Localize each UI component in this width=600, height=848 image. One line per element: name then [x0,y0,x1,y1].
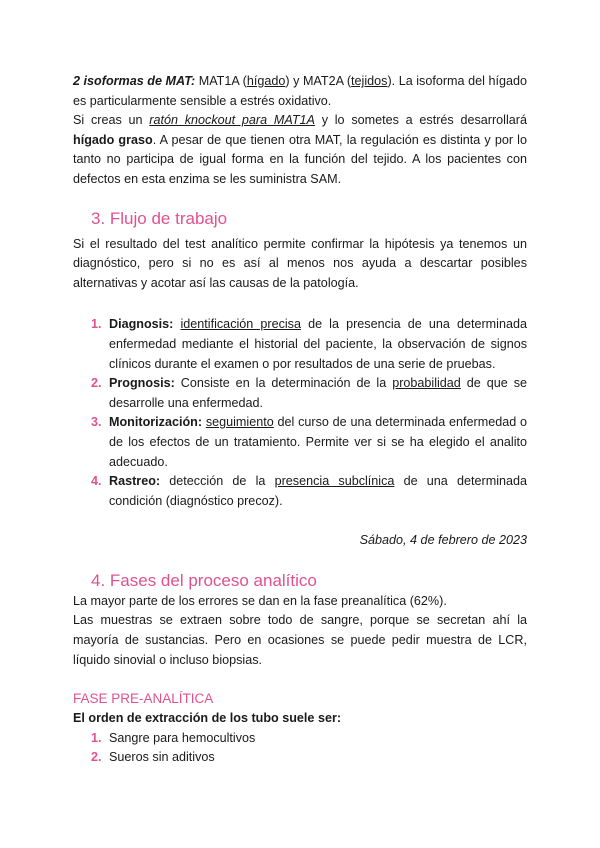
isoforms-paragraph: 2 isoformas de MAT: MAT1A (hígado) y MAT2A (tejidos). La isoforma del hígado es particularmente sensible a estrés oxidativo. [73,74,527,108]
fatty-liver-term: hígado graso [73,132,153,147]
errors-paragraph: La mayor parte de los errores se dan en la fase preanalítica (62%). [73,593,447,608]
samples-paragraph: Las muestras se extraen sobre todo de sangre, porque se secretan ahí la mayoría de sustancias. Pero en ocasiones se puede pedir muestra de LCR, líquido sinovial o incluso biopsias. [73,613,527,667]
workflow-list [73,315,527,511]
date-stamp: Sábado, 4 de febrero de 2023 [359,533,527,548]
list-item-diagnosis: 1. Diagnosis: identificación precisa de la presencia de una determinada enfermedad mediante el historial del paciente, la observación de signos clínicos durante el examen o por resultados de una serie de pruebas. [91,317,527,371]
knockout-paragraph: Si creas un ratón knockout para MAT1A y lo sometes a estrés desarrollará hígado graso. A pesar de que tienen otra MAT, la regulación es distinta y por lo tanto no participa de igual forma en la función del tejido. A los pacientes con defectos en esta enzima se les suministra SAM. [73,113,527,186]
section-4-heading: 4. Fases del proceso analítico [91,570,317,590]
liver-term: hígado [246,74,286,88]
preanalytic-subheading: FASE PRE-ANALÍTICA [73,691,214,707]
order-item-blood-cultures: 1. Sangre para hemocultivos [91,730,256,745]
tissues-term: tejidos [351,74,388,88]
workflow-paragraph: Si el resultado del test analítico permite confirmar la hipótesis ya tenemos un diagnóstico, pero si no es así al menos nos ayuda a descartar posibles alternativas y acotar así las causas de la patología. [73,236,527,290]
knockout-term: ratón knockout para MAT1A [149,113,315,128]
list-item-monitoring: 3. Monitorización: seguimiento del curso de una determinada enfermedad o de los efectos de un tratamiento. Permite ver si se ha elegido el analito adecuado. [91,415,528,469]
order-label: El orden de extracción de los tubo suele ser: [73,711,342,726]
document-page [73,72,527,768]
isoforms-label: 2 isoformas de MAT: [73,74,196,88]
extraction-order-list [73,729,527,768]
order-item-serums: 2. Sueros sin aditivos [91,750,215,765]
list-item-screening: 4. Rastreo: detección de la presencia subclínica de una determinada condición (diagnóstico precoz). [91,474,528,508]
section-3-heading: 3. Flujo de trabajo [91,208,228,228]
list-item-prognosis: 2. Prognosis: Consiste en la determinación de la probabilidad de que se desarrolle una enfermedad. [91,376,527,410]
